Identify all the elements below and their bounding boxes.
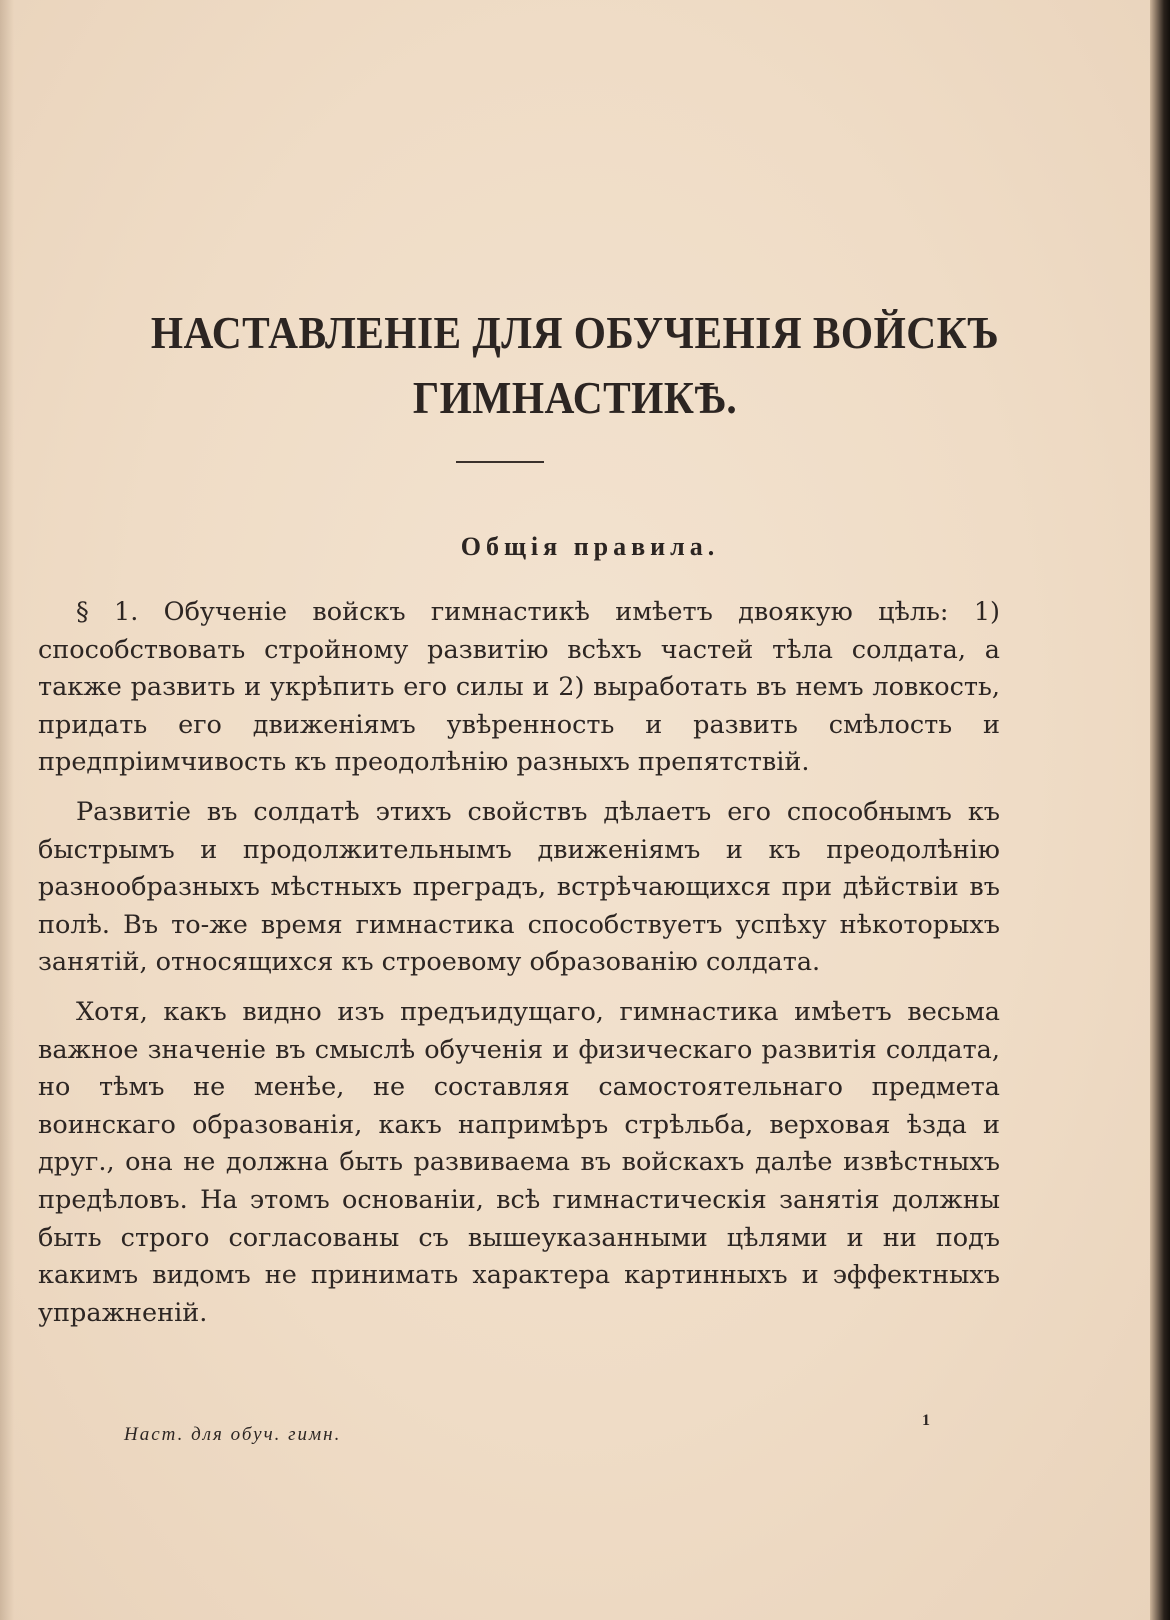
- signature-number: 1: [922, 1412, 930, 1429]
- paragraph-1: § 1. Обученіе войскъ гимнастикѣ имѣетъ двоякую цѣль: 1) способствовать стройному развитію всѣхъ частей тѣла солдата, а также развить и укрѣпить его силы и 2) выработать въ немъ ловкость, придать его движеніямъ увѣренность и развить смѣлость и предпріимчивость къ преодолѣнію разныхъ препятствій.: [38, 597, 1000, 778]
- page-title-line-2: ГИМНАСТИКѢ.: [412, 372, 738, 423]
- paragraph-3: Хотя, какъ видно изъ предъидущаго, гимнастика имѣетъ весьма важное значеніе въ смыслѣ обученія и физическаго развитія солдата, но тѣмъ не менѣе, не составляя самостоятельнаго предмета воинскаго образованія, какъ напримѣръ стрѣльба, верховая ѣзда и друг., она не должна быть развиваема въ войскахъ далѣе извѣстныхъ предѣловъ. На этомъ основаніи, всѣ гимнастическія занятія должны быть строго согласованы съ вышеуказанными цѣлями и ни подъ какимъ видомъ не принимать характера картинныхъ и эффектныхъ упражненій.: [38, 996, 1000, 1328]
- spine-shadow: [0, 0, 14, 1620]
- page-edge: [1150, 0, 1170, 1620]
- section-heading: Общія правила.: [460, 532, 720, 561]
- title-divider: [456, 461, 544, 463]
- paragraph-2: Развитіе въ солдатѣ этихъ свойствъ дѣлаетъ его способнымъ къ быстрымъ и продолжительнымъ движеніямъ и къ преодолѣнію разнообразныхъ мѣстныхъ преградъ, встрѣчающихся при дѣйствіи въ полѣ. Въ то-же время гимнастика способствуетъ успѣху нѣкоторыхъ занятій, относящихся къ строевому образованію солдата.: [38, 796, 1000, 978]
- page-title-line-1: НАСТАВЛЕНІЕ ДЛЯ ОБУЧЕНІЯ ВОЙСКЪ: [150, 307, 1000, 358]
- signature-mark: Наст. для обуч. гимн.: [124, 1424, 342, 1445]
- body-text: [38, 594, 1000, 1344]
